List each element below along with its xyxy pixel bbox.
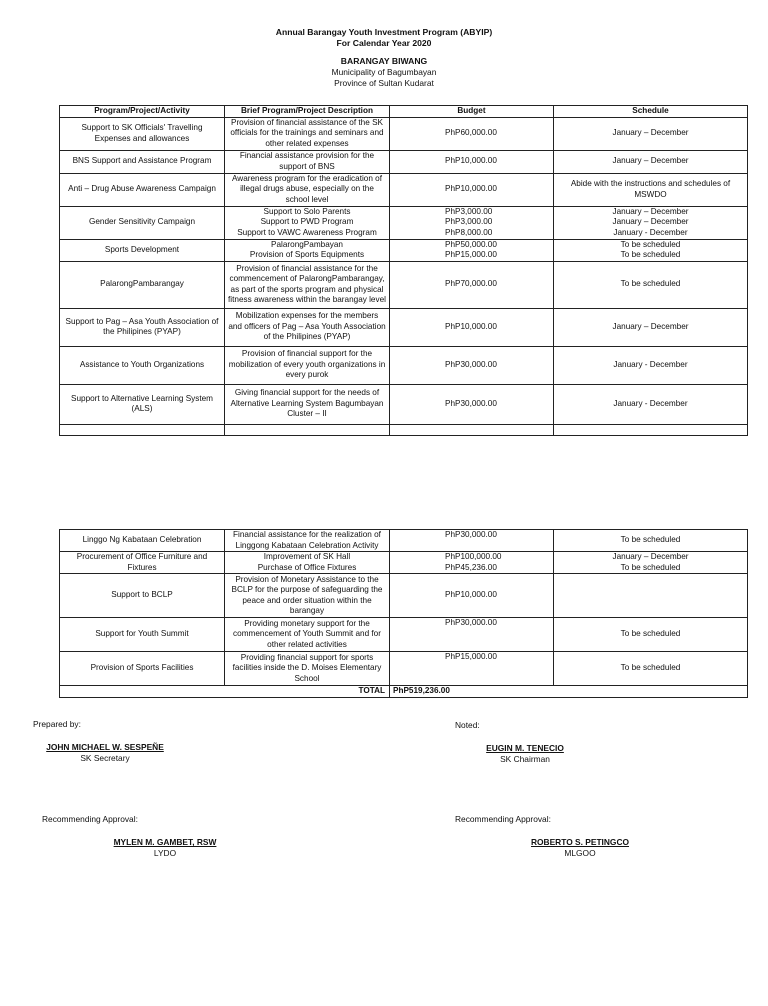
cell-program: Provision of Sports Facilities [60, 652, 225, 686]
cell-description: Mobilization expenses for the members and officers of Pag – Asa Youth Association of the Philipines (PYAP) [225, 308, 390, 346]
table-row [60, 206, 748, 239]
cell-budget: PhP60,000.00 [390, 117, 554, 150]
total-row [60, 686, 748, 698]
cell-schedule [554, 574, 748, 618]
cell-budget: PhP50,000.00 PhP15,000.00 [390, 239, 554, 261]
cell-program: Gender Sensitivity Campaign [60, 206, 225, 239]
document-header [0, 27, 768, 88]
cell-description: PalarongPambayan Provision of Sports Equipments [225, 239, 390, 261]
recommending-label-2: Recommending Approval: [455, 814, 551, 824]
program-table-part1 [59, 105, 748, 436]
table-row-blank [60, 424, 748, 435]
barangay-name: BARANGAY BIWANG [340, 56, 428, 66]
cell-program: Support for Youth Summit [60, 618, 225, 652]
cell-description: Support to Solo Parents Support to PWD Program Support to VAWC Awareness Program [225, 206, 390, 239]
cell-empty [225, 424, 390, 435]
cell-description: Awareness program for the eradication of illegal drugs abuse, especially on the school level [225, 173, 390, 206]
cell-budget: PhP30,000.00 [390, 384, 554, 424]
cell-program: Support to SK Officials' Travelling Expenses and allowances [60, 117, 225, 150]
recommending-name-2: ROBERTO S. PETINGCO [530, 837, 630, 847]
cell-program: Support to Alternative Learning System (ALS) [60, 384, 225, 424]
table-row [60, 261, 748, 308]
cell-schedule: January - December [554, 346, 748, 384]
cell-description: Providing financial support for sports facilities inside the D. Moises Elementary School [225, 652, 390, 686]
cell-budget: PhP10,000.00 [390, 308, 554, 346]
col-header-budget: Budget [390, 106, 554, 118]
cell-description: Provision of financial assistance of the SK officials for the trainings and seminars and other related expenses [225, 117, 390, 150]
cell-program: Anti – Drug Abuse Awareness Campaign [60, 173, 225, 206]
table-row [60, 530, 748, 552]
cell-budget: PhP30,000.00 [390, 346, 554, 384]
municipality: Municipality of Bagumbayan [331, 67, 437, 77]
cell-budget: PhP30,000.00 [390, 530, 554, 552]
col-header-schedule: Schedule [554, 106, 748, 118]
table-row [60, 574, 748, 618]
prepared-label: Prepared by: [33, 719, 81, 729]
cell-description: Financial assistance provision for the support of BNS [225, 150, 390, 173]
cell-empty [390, 424, 554, 435]
cell-schedule: January – December [554, 308, 748, 346]
cell-budget: PhP10,000.00 [390, 173, 554, 206]
table-row [60, 652, 748, 686]
document-title: Annual Barangay Youth Investment Program (ABYIP) [275, 27, 493, 37]
cell-schedule: Abide with the instructions and schedules of MSWDO [554, 173, 748, 206]
cell-budget: PhP30,000.00 [390, 618, 554, 652]
table-row [60, 239, 748, 261]
cell-description: Provision of financial assistance for the commencement of PalarongPambarangay, as part of the sports program and physical fitness awareness within the barangay level [225, 261, 390, 308]
cell-schedule: January – December [554, 117, 748, 150]
cell-schedule: To be scheduled [554, 618, 748, 652]
cell-budget: PhP70,000.00 [390, 261, 554, 308]
cell-description: Providing monetary support for the commencement of Youth Summit and for other related activities [225, 618, 390, 652]
table-row [60, 618, 748, 652]
table-row [60, 173, 748, 206]
program-table-part2 [59, 529, 748, 698]
noted-name: EUGIN M. TENECIO [486, 743, 564, 753]
cell-empty [554, 424, 748, 435]
cell-program: Support to BCLP [60, 574, 225, 618]
table-row [60, 117, 748, 150]
total-value: PhP519,236.00 [390, 686, 748, 698]
cell-description: Provision of Monetary Assistance to the BCLP for the purpose of safeguarding the peace and order situation within the barangay [225, 574, 390, 618]
cell-program: PalarongPambarangay [60, 261, 225, 308]
cell-program: Assistance to Youth Organizations [60, 346, 225, 384]
cell-description: Financial assistance for the realization of Linggong Kabataan Celebration Activity [225, 530, 390, 552]
noted-label: Noted: [455, 720, 480, 730]
cell-schedule: January - December [554, 384, 748, 424]
total-label: TOTAL [60, 686, 390, 698]
cell-budget: PhP10,000.00 [390, 150, 554, 173]
cell-program: Support to Pag – Asa Youth Association of the Philipines (PYAP) [60, 308, 225, 346]
col-header-program: Program/Project/Activity [60, 106, 225, 118]
cell-budget: PhP3,000.00 PhP3,000.00 PhP8,000.00 [390, 206, 554, 239]
cell-schedule: To be scheduled To be scheduled [554, 239, 748, 261]
noted-title: SK Chairman [500, 754, 550, 764]
recommending-title-2: MLGOO [564, 848, 596, 858]
table-row [60, 384, 748, 424]
col-header-description: Brief Program/Project Description [225, 106, 390, 118]
cell-description: Giving financial support for the needs of Alternative Learning System Bagumbayan Cluster – II [225, 384, 390, 424]
recommending-title-1: LYDO [153, 848, 177, 858]
cell-schedule: To be scheduled [554, 652, 748, 686]
cell-schedule: To be scheduled [554, 530, 748, 552]
table-row [60, 150, 748, 173]
recommending-label-1: Recommending Approval: [42, 814, 138, 824]
document-subtitle: For Calendar Year 2020 [336, 38, 432, 48]
cell-schedule: To be scheduled [554, 261, 748, 308]
recommending-name-1: MYLEN M. GAMBET, RSW [113, 837, 217, 847]
table-row [60, 308, 748, 346]
prepared-name: JOHN MICHAEL W. SESPEÑE [46, 742, 164, 752]
cell-description: Provision of financial support for the mobilization of every youth organizations in every purok [225, 346, 390, 384]
cell-description: Improvement of SK Hall Purchase of Office Fixtures [225, 552, 390, 574]
cell-budget: PhP15,000.00 [390, 652, 554, 686]
prepared-title: SK Secretary [80, 753, 130, 763]
table-row [60, 346, 748, 384]
cell-program: Linggo Ng Kabataan Celebration [60, 530, 225, 552]
cell-program: Procurement of Office Furniture and Fixtures [60, 552, 225, 574]
table-row [60, 552, 748, 574]
province: Province of Sultan Kudarat [334, 77, 434, 88]
cell-budget: PhP10,000.00 [390, 574, 554, 618]
cell-schedule: January – December [554, 150, 748, 173]
cell-program: BNS Support and Assistance Program [60, 150, 225, 173]
cell-budget: PhP100,000.00 PhP45,236.00 [390, 552, 554, 574]
table-header-row [60, 106, 748, 118]
cell-schedule: January – December January – December January - December [554, 206, 748, 239]
cell-schedule: January – December To be scheduled [554, 552, 748, 574]
cell-program: Sports Development [60, 239, 225, 261]
cell-empty [60, 424, 225, 435]
